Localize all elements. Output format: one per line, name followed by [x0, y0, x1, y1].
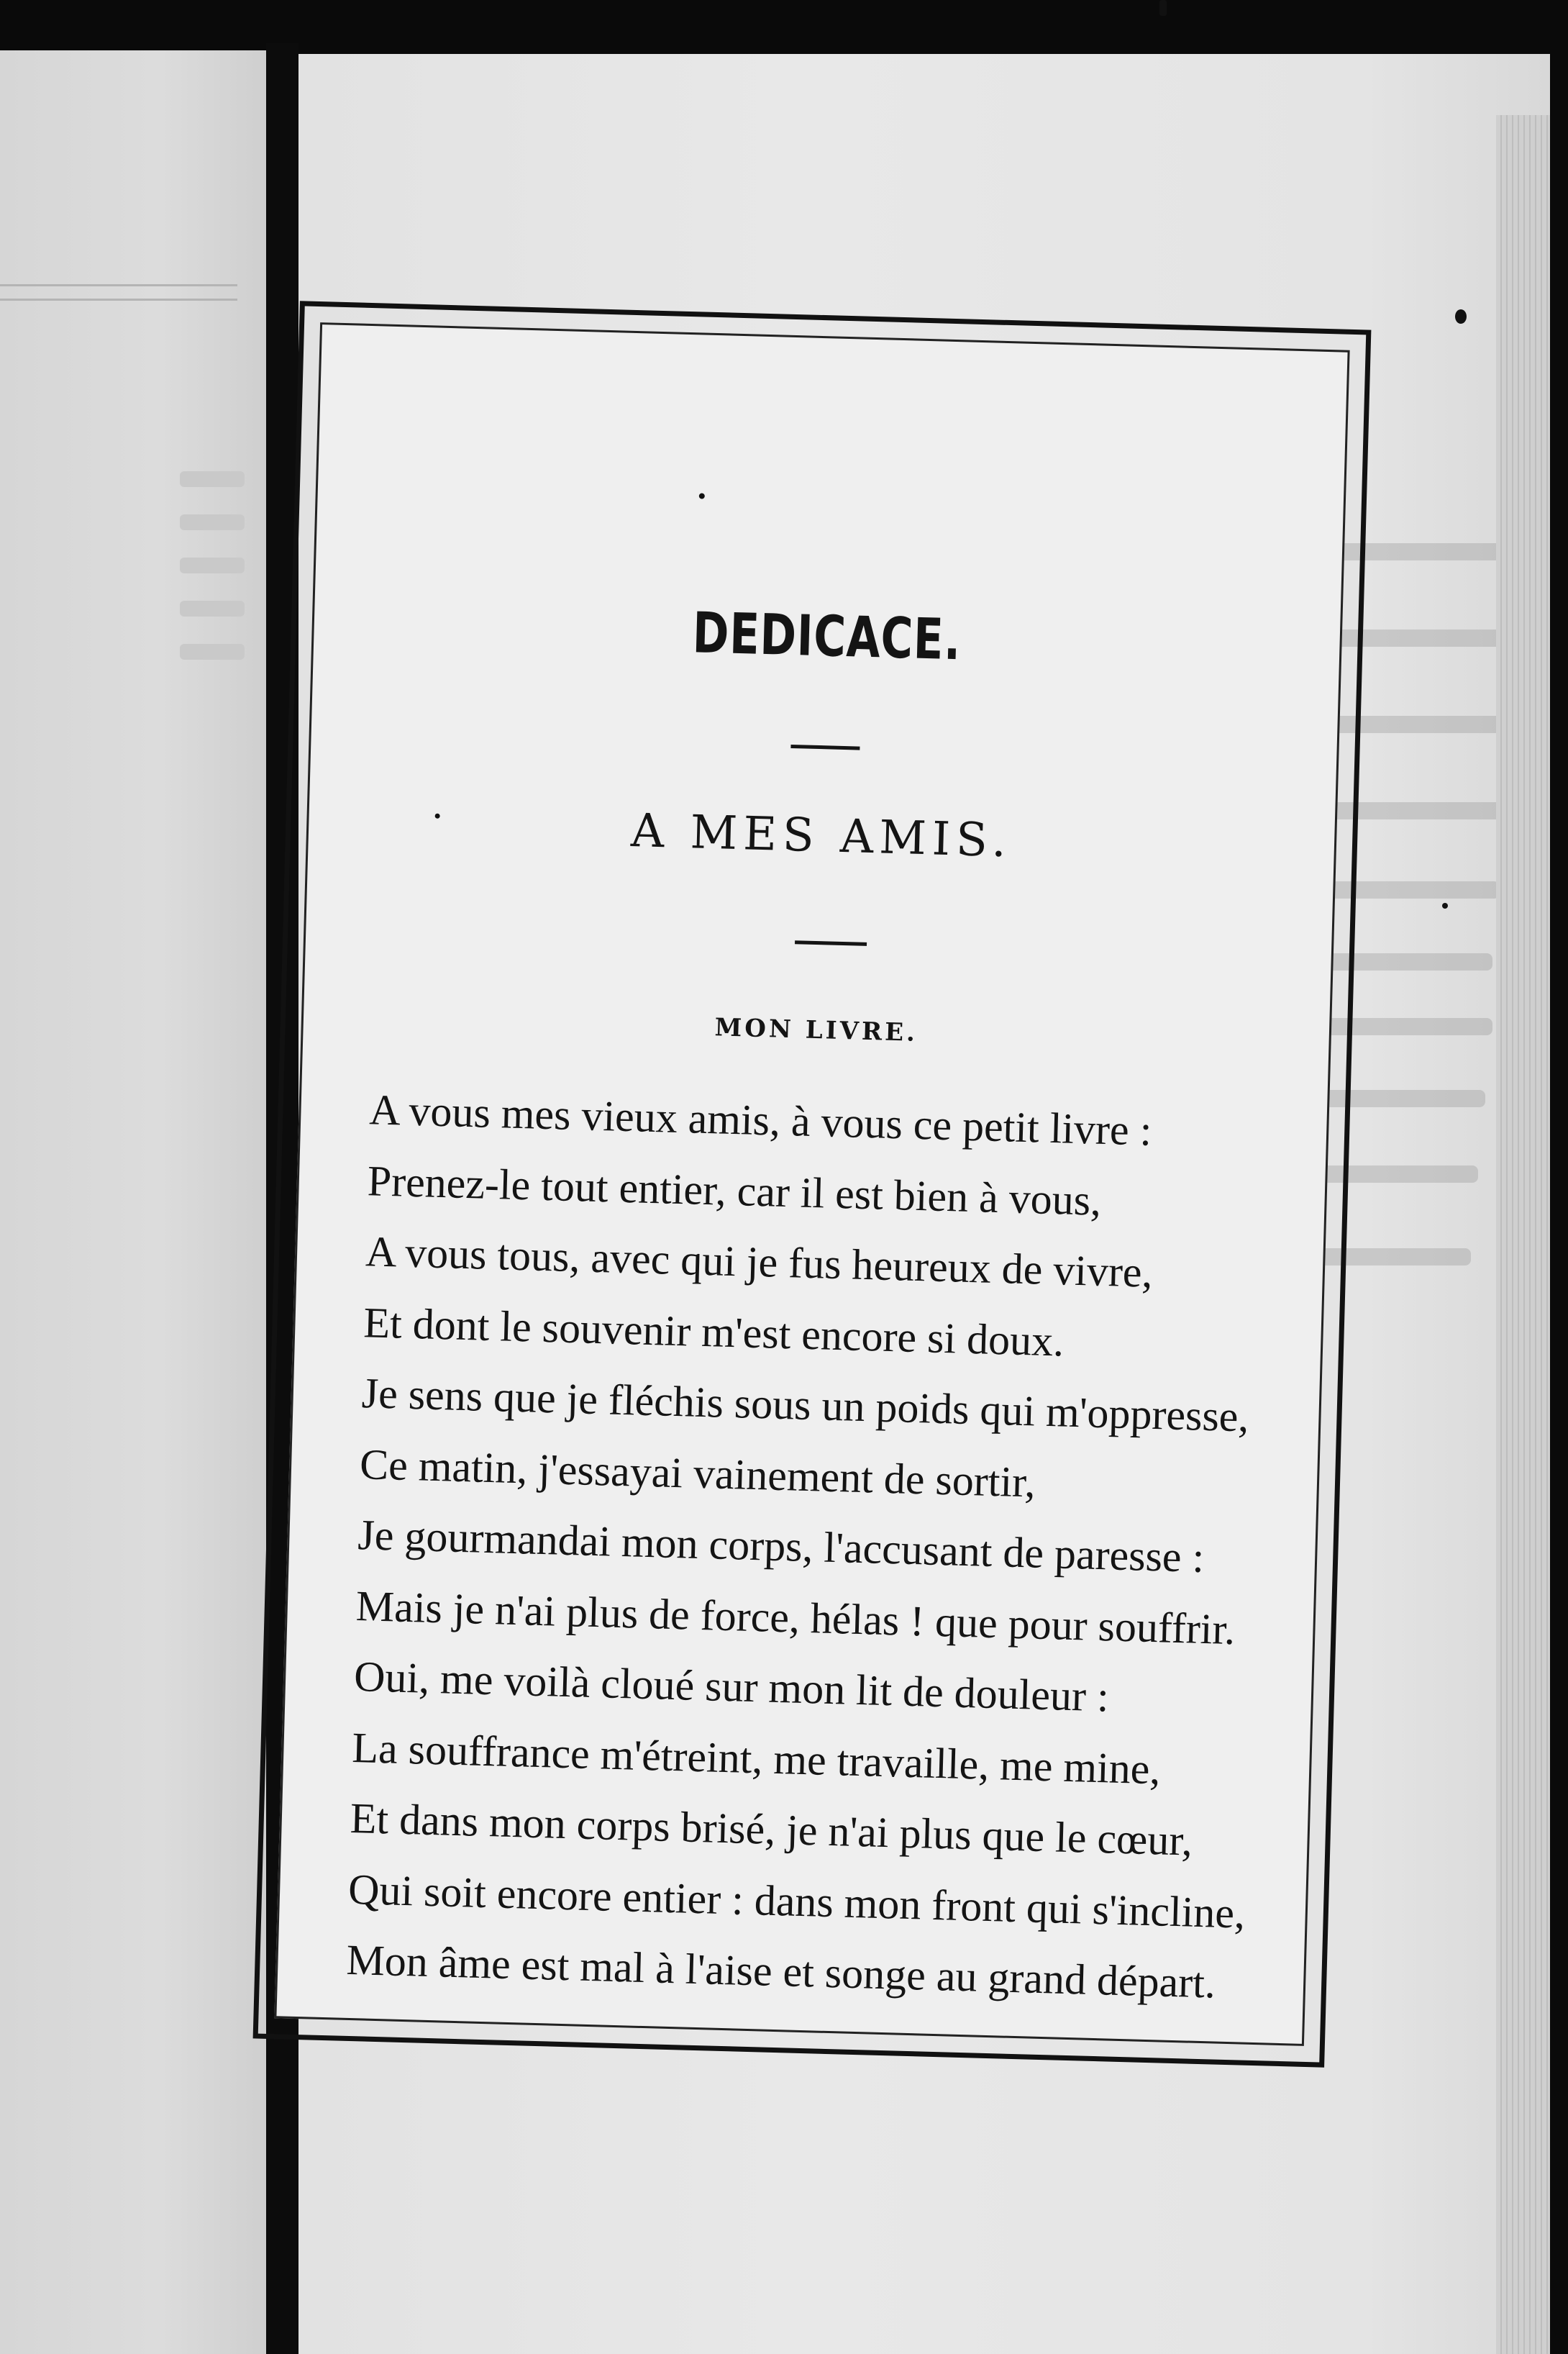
bleed-text — [180, 514, 245, 530]
bleed-rule — [0, 299, 237, 301]
bleed-text — [180, 644, 245, 660]
divider — [795, 940, 867, 946]
poem-line: Mon âme est mal à l'aise et songe au grand départ. — [345, 1935, 1216, 2007]
inner-frame — [274, 322, 1349, 2046]
bleed-text — [180, 558, 245, 573]
poem-line: La souffrance m'étreint, me travaille, me mine, — [351, 1723, 1162, 1793]
poem-line: Et dans mon corps brisé, je n'ai plus que le cœur, — [350, 1794, 1193, 1865]
previous-page-edge — [0, 50, 266, 2354]
bleed-rule — [0, 284, 237, 286]
dedication-content — [276, 324, 1347, 2044]
dedication-subtitle: A MES AMIS. — [630, 804, 1013, 868]
poem-line: A vous mes vieux amis, à vous ce petit livre : — [368, 1086, 1153, 1155]
poem-line: A vous tous, avec qui je fus heureux de vivre, — [365, 1227, 1154, 1296]
poem-line: Ce matin, j'essayai vainement de sortir, — [359, 1440, 1036, 1507]
divider — [790, 745, 860, 750]
bleed-text — [180, 601, 245, 617]
poem-line: Et dont le souvenir m'est encore si doux. — [363, 1298, 1065, 1365]
page-stack-edge — [1496, 115, 1550, 2354]
poem-line: Je sens que je fléchis sous un poids qui m'oppresse, — [361, 1369, 1250, 1441]
poem-line: Oui, me voilà cloué sur mon lit de douleur : — [353, 1653, 1110, 1721]
page-title: DEDICACE. — [691, 601, 962, 673]
poem-line: Qui soit encore entier : dans mon front qui s'incline, — [347, 1865, 1246, 1937]
decorative-frame — [253, 301, 1372, 2067]
poem-line: Prenez-le tout entier, car il est bien à vous, — [367, 1156, 1102, 1224]
ink-speck — [1455, 309, 1467, 324]
ink-speck — [1159, 0, 1167, 16]
bleed-text — [180, 471, 245, 487]
ink-speck — [1442, 903, 1448, 909]
poem-title: MON LIVRE. — [714, 1013, 919, 1048]
poem-line: Je gourmandai mon corps, l'accusant de paresse : — [357, 1511, 1205, 1581]
poem — [345, 1074, 1276, 2019]
ink-speck — [699, 493, 705, 499]
poem-line: Mais je n'ai plus de force, hélas ! que pour souffrir. — [355, 1581, 1236, 1653]
